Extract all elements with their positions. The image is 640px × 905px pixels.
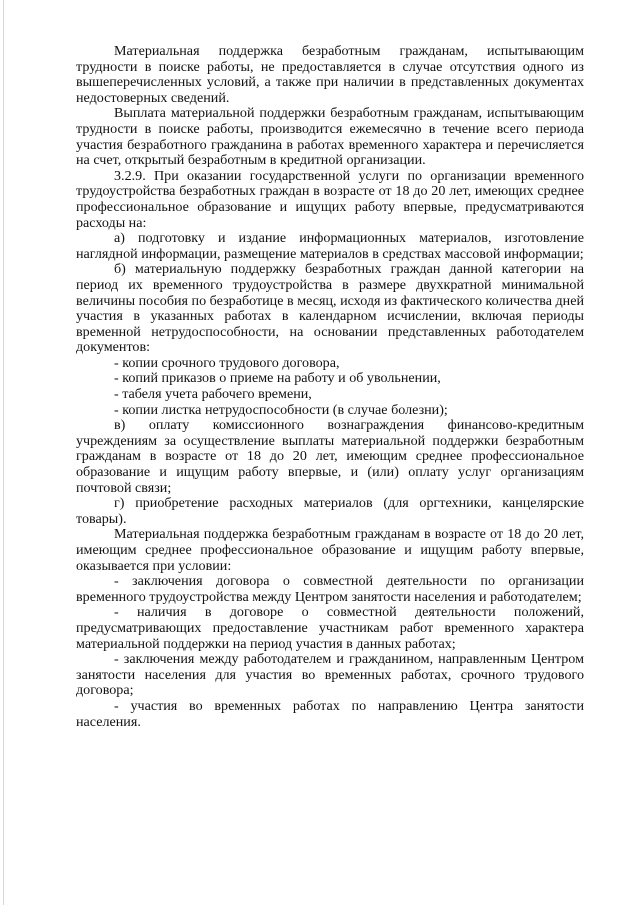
paragraph-support-conditions: Материальная поддержка безработным гражданам в возрасте от 18 до 20 лет, имеющим среднее профессиональное образование и ищущим работу впервые, оказывается при условии:	[76, 526, 584, 574]
paragraph-no-support-conditions: Материальная поддержка безработным гражданам, испытывающим трудности в поиске работы, не предоставляется в случае отсутствия одного из вышеперечисленных условий, а также при наличии в представленных документах недостоверных сведений.	[76, 43, 584, 106]
condition-cooperation-agreement: - заключения договора о совместной деятельности по организации временного трудоустройства между Центром занятости населения и работодателем;	[76, 573, 584, 605]
paragraph-section-3-2-9: 3.2.9. При оказании государственной услуги по организации временного трудоустройства безработных граждан в возрасте от 18 до 20 лет, имеющих среднее профессиональное образование и ищущих работу впервые, предусматриваются расходы на:	[76, 167, 584, 231]
paragraph-payment-monthly: Выплата материальной поддержки безработным гражданам, испытывающим трудности в поиске работы, производится ежемесячно в течение всего периода участия безработного гражданина в работах временного характера и перечисляется на счет, открытый безработным в кредитной организации.	[76, 105, 584, 169]
condition-participation: - участия во временных работах по направлению Центра занятости населения.	[76, 697, 584, 730]
list-subitem-timesheet: - табеля учета рабочего времени,	[114, 386, 312, 403]
list-item-g: г) приобретение расходных материалов (для оргтехники, канцелярские товары).	[76, 495, 584, 527]
list-item-b: б) материальную поддержку безработных граждан данной категории на период их временного трудоустройства в размере двухкратной минимальной величины пособия по безработице в месяц, исходя из фактического количества дней участия в указанных работах в календарном исчислении, включая периоды временной нетрудоспособности, на основании представленных работодателем документов:	[76, 261, 584, 356]
list-subitem-contract-copy: - копии срочного трудового договора,	[114, 354, 340, 371]
list-item-a: а) подготовку и издание информационных материалов, изготовление наглядной информации, размещение материалов в средствах массовой информации;	[76, 230, 584, 262]
document-body	[76, 44, 584, 730]
list-subitem-orders-copy: - копий приказов о приеме на работу и об увольнении,	[114, 370, 441, 387]
condition-agreement-provisions: - наличия в договоре о совместной деятельности положений, предусматривающих предоставление участникам работ временного характера материальной поддержки на период участия в данных работах;	[76, 604, 584, 652]
scan-edge-line	[3, 0, 4, 905]
list-subitem-sick-leave: - копии листка нетрудоспособности (в случае болезни);	[114, 401, 448, 418]
condition-fixed-term-contract: - заключения между работодателем и гражданином, направленным Центром занятости населения для участия во временных работах, срочного трудового договора;	[76, 651, 584, 699]
list-item-v: в) оплату комиссионного вознаграждения финансово-кредитным учреждениям за осуществление выплаты материальной поддержки безработным гражданам в возрасте от 18 до 20 лет, имеющим среднее профессиональное образование и ищущим работу впервые, и (или) оплату услуг организациям почтовой связи;	[76, 417, 584, 496]
